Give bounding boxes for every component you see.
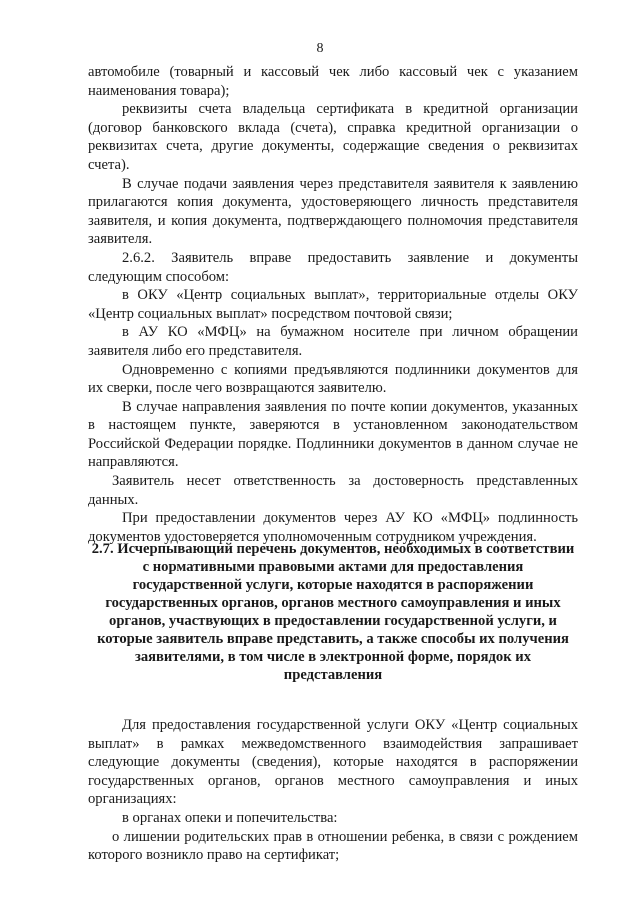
paragraph: 2.6.2. Заявитель вправе предоставить заявление и документы следующим способом: bbox=[88, 249, 578, 285]
bottom-text-block bbox=[88, 716, 578, 865]
paragraph: в органах опеки и попечительства: bbox=[122, 809, 338, 826]
paragraph: о лишении родительских прав в отношении ребенка, в связи с рождением которого возникло право на сертификат; bbox=[88, 828, 578, 864]
paragraph: В случае подачи заявления через представителя заявителя к заявлению прилагаются копия документа, удостоверяющего личность представителя заявителя, и копия документа, подтверждающего полномочия представителя заявителя. bbox=[88, 175, 578, 248]
page-number: 8 bbox=[316, 41, 324, 56]
paragraph: реквизиты счета владельца сертификата в кредитной организации (договор банковского вклада (счета), справка кредитной организации о реквизитах счета, другие документы, содержащие сведения о реквизитах счета). bbox=[88, 101, 578, 173]
paragraph: Для предоставления государственной услуги ОКУ «Центр социальных выплат» в рамках межведомственного взаимодействия запрашивает следующие документы (сведения), которые находятся в распоряжении государственных органов, органов местного самоуправления и иных организациях: bbox=[88, 717, 578, 808]
paragraph: В случае направления заявления по почте копии документов, указанных в настоящем пункте, заверяются в установленном законодательством Российской Федерации порядке. Подлинники документов в данном случае не направляются. bbox=[88, 398, 578, 471]
section-heading: 2.7. Исчерпывающий перечень документов, необходимых в соответствии с нормативными правовыми актами для предоставления государственной услуги, которые находятся в распоряжении государственных органов, органов местного самоуправления и иных органов, участвующих в предоставлении государственной услуги, и которые заявитель вправе представить, а также способы их получения заявителями, в том числе в электронной форме, порядок их представления bbox=[91, 541, 575, 683]
paragraph: Одновременно с копиями предъявляются подлинники документов для их сверки, после чего возвращаются заявителю. bbox=[88, 361, 578, 397]
paragraph: в АУ КО «МФЦ» на бумажном носителе при личном обращении заявителя либо его представителя. bbox=[88, 324, 578, 359]
paragraph: Заявитель несет ответственность за достоверность представленных данных. bbox=[88, 473, 578, 508]
paragraph: При предоставлении документов через АУ КО «МФЦ» подлинность документов удостоверяется уполномоченным сотрудником учреждения. bbox=[88, 510, 578, 545]
top-text-block bbox=[88, 63, 578, 546]
paragraph: автомобиле (товарный и кассовый чек либо кассовый чек с указанием наименования товара); bbox=[88, 64, 578, 99]
paragraph: в ОКУ «Центр социальных выплат», территориальные отделы ОКУ «Центр социальных выплат» посредством почтовой связи; bbox=[88, 287, 578, 322]
